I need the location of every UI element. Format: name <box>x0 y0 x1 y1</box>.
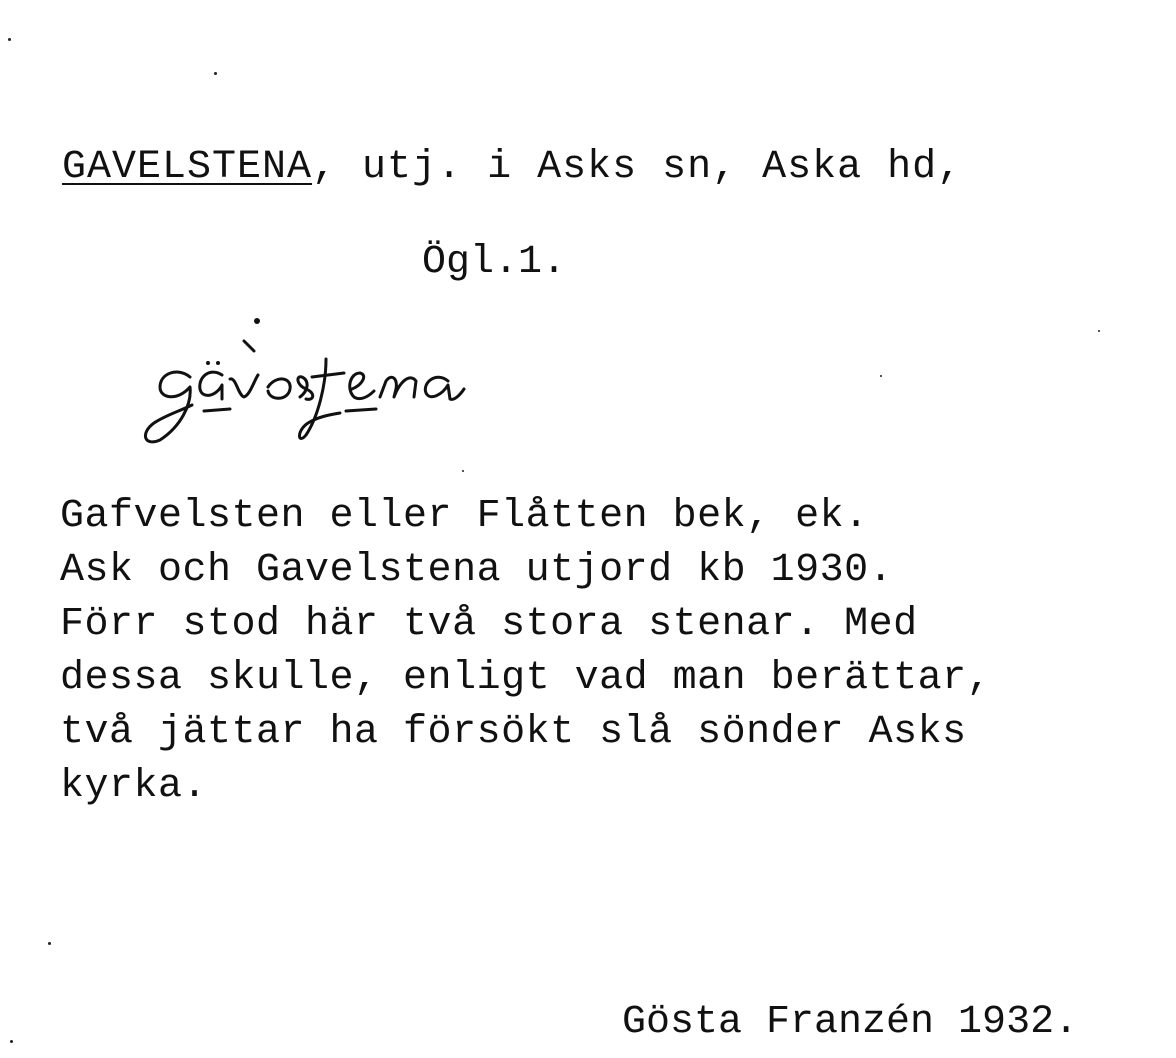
card-header <box>62 145 962 190</box>
body-line: dessa skulle, enligt vad man berättar, <box>60 656 992 701</box>
header-location: , utj. i Asks sn, Aska hd, <box>312 145 963 190</box>
card-body <box>60 490 1170 814</box>
map-sheet-reference: Ögl.1. <box>422 240 567 285</box>
scan-speck <box>1098 330 1100 332</box>
scan-speck <box>880 375 882 377</box>
body-line: Ask och Gavelstena utjord kb 1930. <box>60 548 894 593</box>
headword: GAVELSTENA <box>62 145 313 190</box>
scan-speck <box>462 470 464 472</box>
scan-speck <box>8 38 11 41</box>
scan-speck <box>214 72 217 75</box>
body-line: Förr stod här två stora stenar. Med <box>60 602 918 647</box>
signature: Gösta Franzén 1932. <box>622 1000 1079 1045</box>
body-line: Gafvelsten eller Flåtten bek, ek. <box>60 494 869 539</box>
scan-speck <box>10 1040 13 1043</box>
body-line: kyrka. <box>60 764 208 809</box>
scan-speck <box>48 942 51 945</box>
body-line: två jättar ha försökt slå sönder Asks <box>60 710 967 755</box>
handwritten-pronunciation <box>130 305 530 455</box>
